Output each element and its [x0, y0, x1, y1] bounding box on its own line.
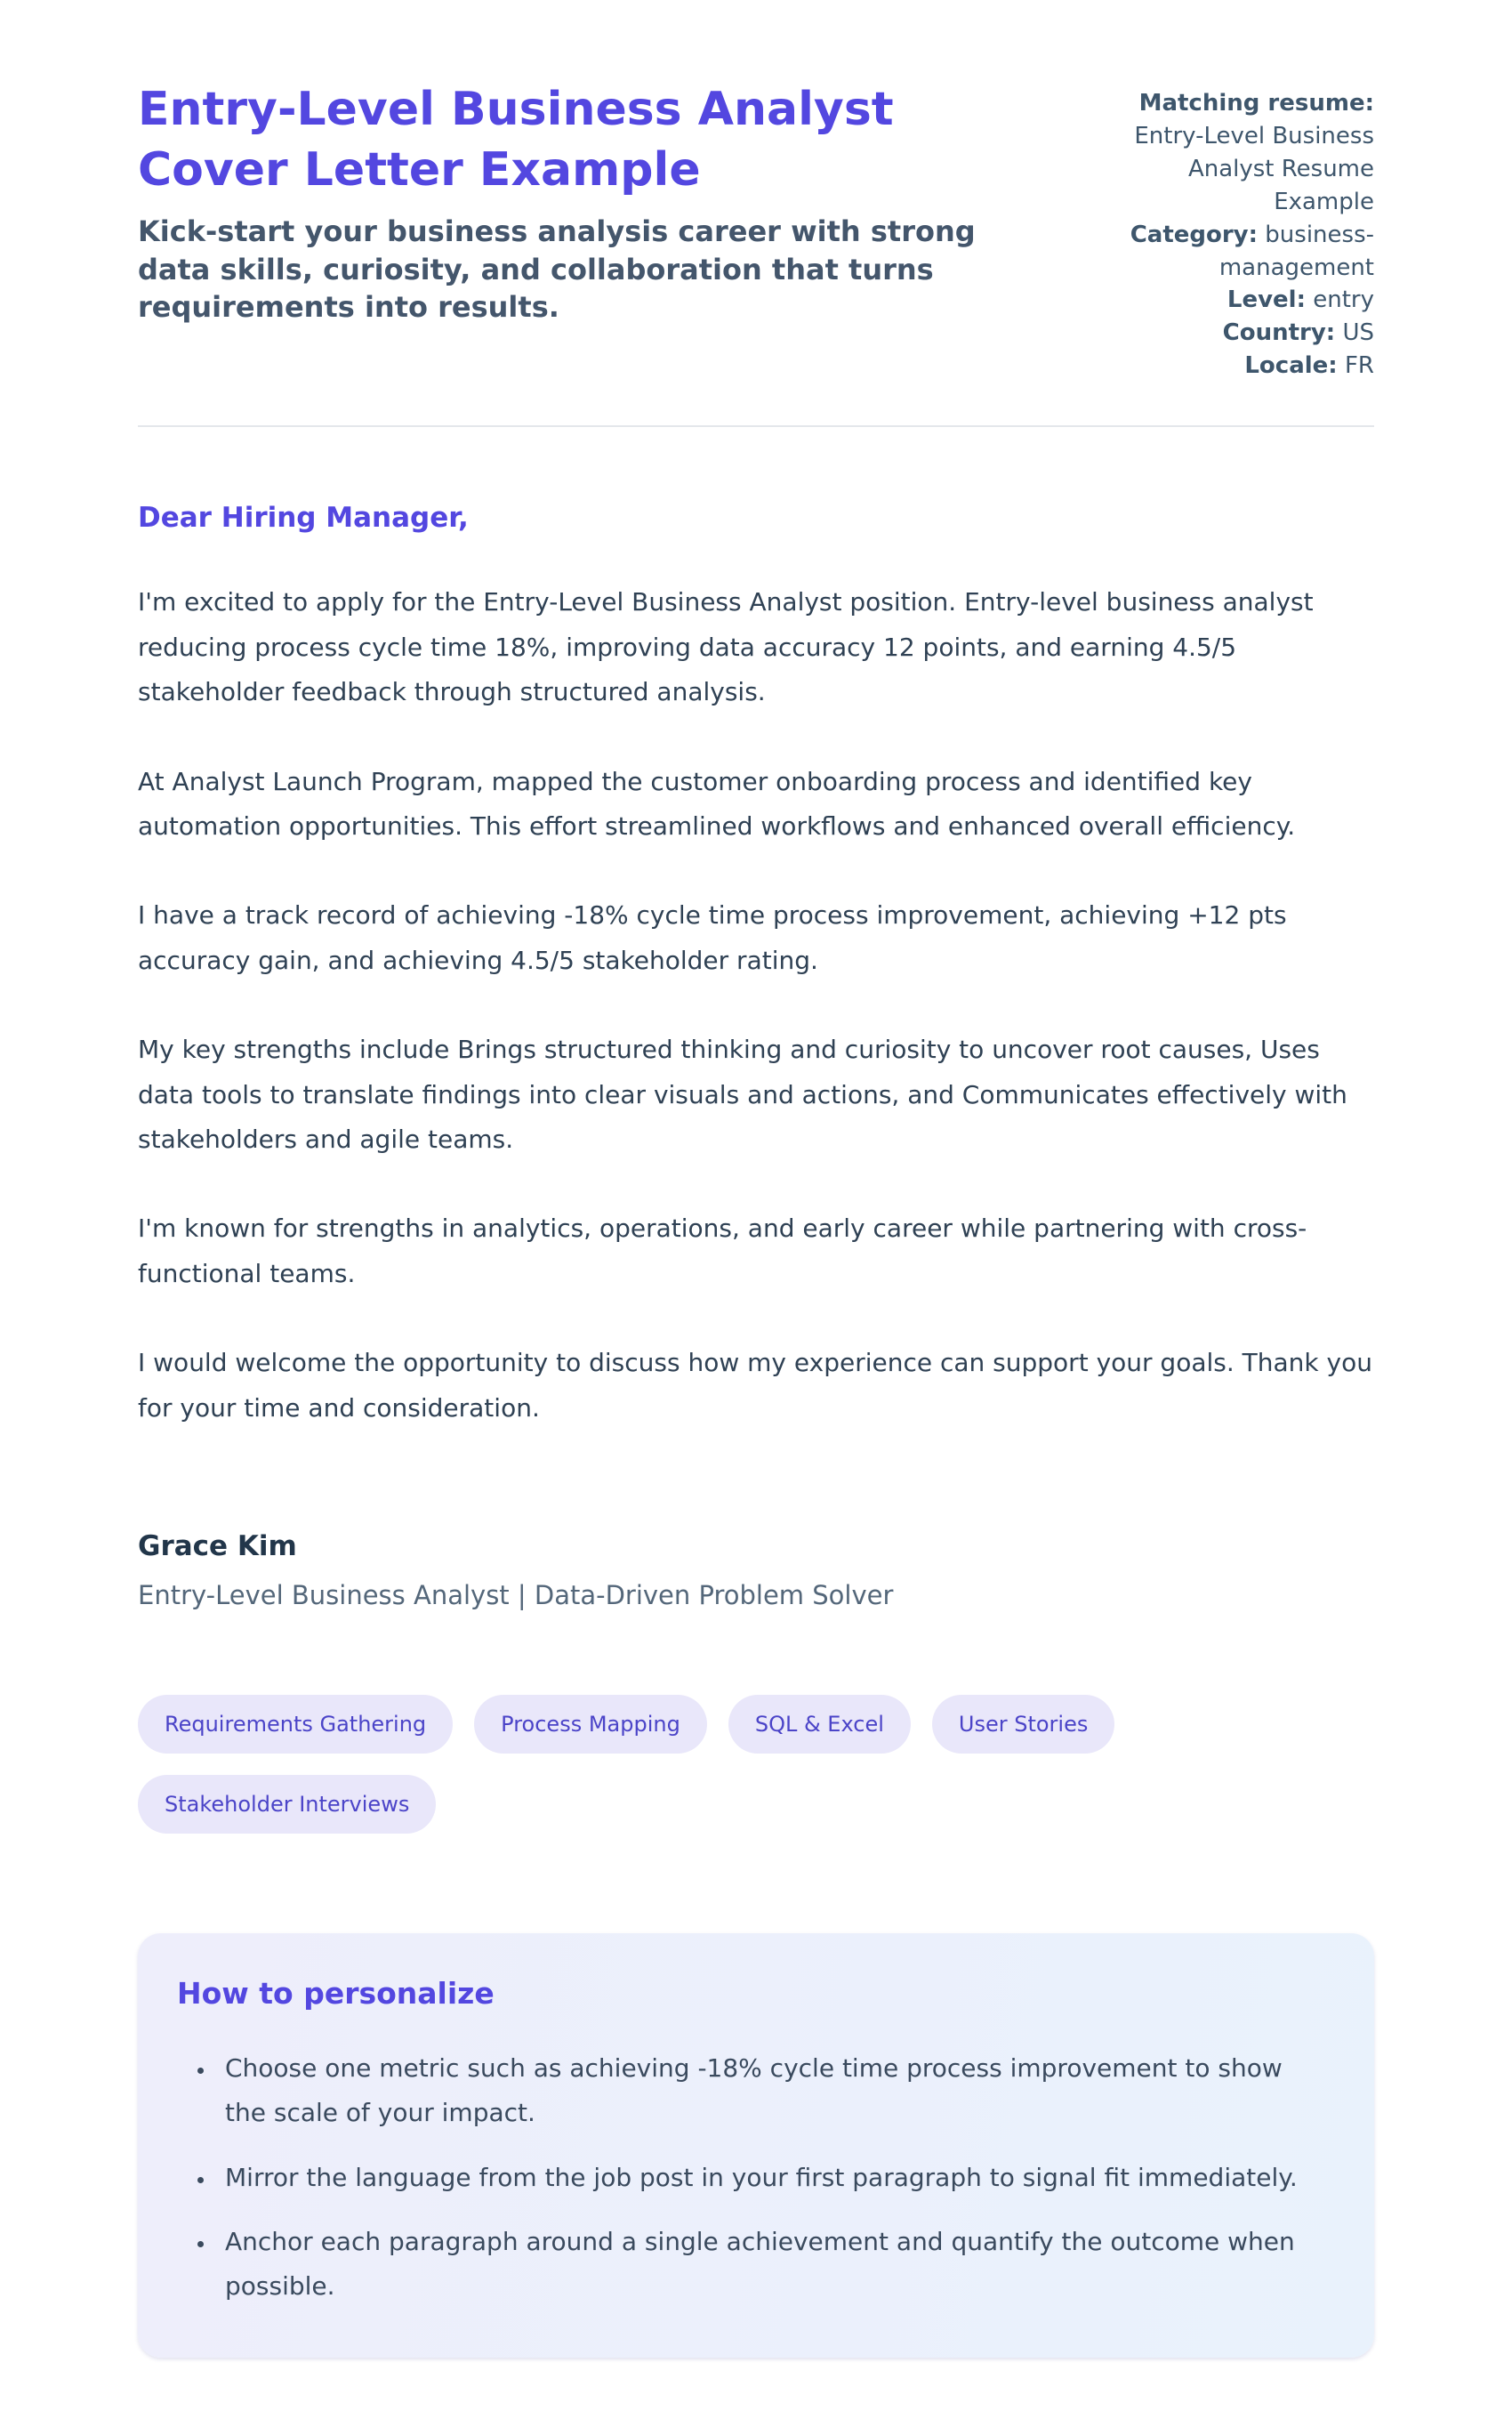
letter-paragraphs — [138, 580, 1374, 1430]
letter-paragraph: My key strengths include Brings structured thinking and curiosity to uncover root causes, Uses data tools to translate findings into clear visuals and actions, and Communicates effectively with stakeholders and agile teams. — [138, 1035, 1347, 1154]
letter-greeting: Dear Hiring Manager, — [138, 502, 469, 535]
letter-paragraph: I'm known for strengths in analytics, operations, and early career while partnering with cross-functional teams. — [138, 1214, 1307, 1288]
letter-paragraph: I would welcome the opportunity to discuss how my experience can support your goals. Thank you for your time and consideration. — [138, 1348, 1372, 1423]
meta-label: Matching resume: — [1138, 90, 1374, 117]
resume-meta — [1081, 80, 1374, 383]
meta-label: Locale: — [1244, 352, 1338, 380]
meta-label: Country: — [1222, 319, 1336, 347]
personalize-bullet: • Mirror the language from the job post in your first paragraph to signal fit immediately. — [216, 2156, 1324, 2200]
meta-value: entry — [1313, 286, 1374, 314]
meta-row — [1081, 219, 1374, 285]
letter-paragraph: I'm excited to apply for the Entry-Level Business Analyst position. Entry-level business analyst reducing process cycle time 18%, improving data accuracy 12 points, and earning 4.5/5 stakeholder feedback through structured analysis. — [138, 587, 1314, 707]
signature-name: Grace Kim — [138, 1529, 297, 1562]
meta-row — [1081, 317, 1374, 350]
skill-tags — [138, 1695, 1374, 1834]
header-divider — [138, 425, 1374, 427]
meta-row — [1081, 87, 1374, 219]
personalize-list — [177, 2046, 1324, 2310]
personalize-box — [138, 1933, 1374, 2358]
personalize-bullet: • Choose one metric such as achieving -18% cycle time process improvement to show the scale of your impact. — [216, 2046, 1324, 2136]
meta-value: business-management — [1218, 221, 1374, 281]
skill-tag: Requirements Gathering — [138, 1695, 453, 1754]
page-title: Entry-Level Business Analyst Cover Letter Example — [138, 83, 894, 197]
meta-label: Level: — [1226, 286, 1306, 314]
skill-tag: Stakeholder Interviews — [138, 1775, 436, 1834]
header-title-block — [138, 80, 983, 327]
meta-row — [1081, 350, 1374, 383]
signature-title: Entry-Level Business Analyst | Data-Driven Problem Solver — [138, 1579, 894, 1610]
meta-row — [1081, 284, 1374, 317]
page-subtitle: Kick-start your business analysis career with strong data skills, curiosity, and collaboration that turns requirements into results. — [138, 214, 976, 325]
skill-tag: Process Mapping — [474, 1695, 707, 1754]
skill-tag: User Stories — [932, 1695, 1114, 1754]
page-header — [138, 80, 1374, 383]
personalize-title: How to personalize — [177, 1975, 495, 2011]
letter-paragraph: I have a track record of achieving -18% cycle time process improvement, achieving +12 pts accuracy gain, and achieving 4.5/5 stakeholder rating. — [138, 900, 1287, 975]
letter-body — [138, 500, 1374, 1610]
meta-value: Entry-Level Business Analyst Resume Example — [1134, 122, 1374, 215]
letter-paragraph: At Analyst Launch Program, mapped the customer onboarding process and identified key automation opportunities. This effort streamlined workflows and enhanced overall efficiency. — [138, 766, 1296, 842]
meta-value: US — [1342, 319, 1374, 347]
personalize-bullet: • Anchor each paragraph around a single achievement and quantify the outcome when possible. — [216, 2220, 1324, 2310]
meta-label: Category: — [1130, 221, 1259, 248]
skill-tag: SQL & Excel — [728, 1695, 911, 1754]
meta-value: FR — [1344, 352, 1374, 380]
